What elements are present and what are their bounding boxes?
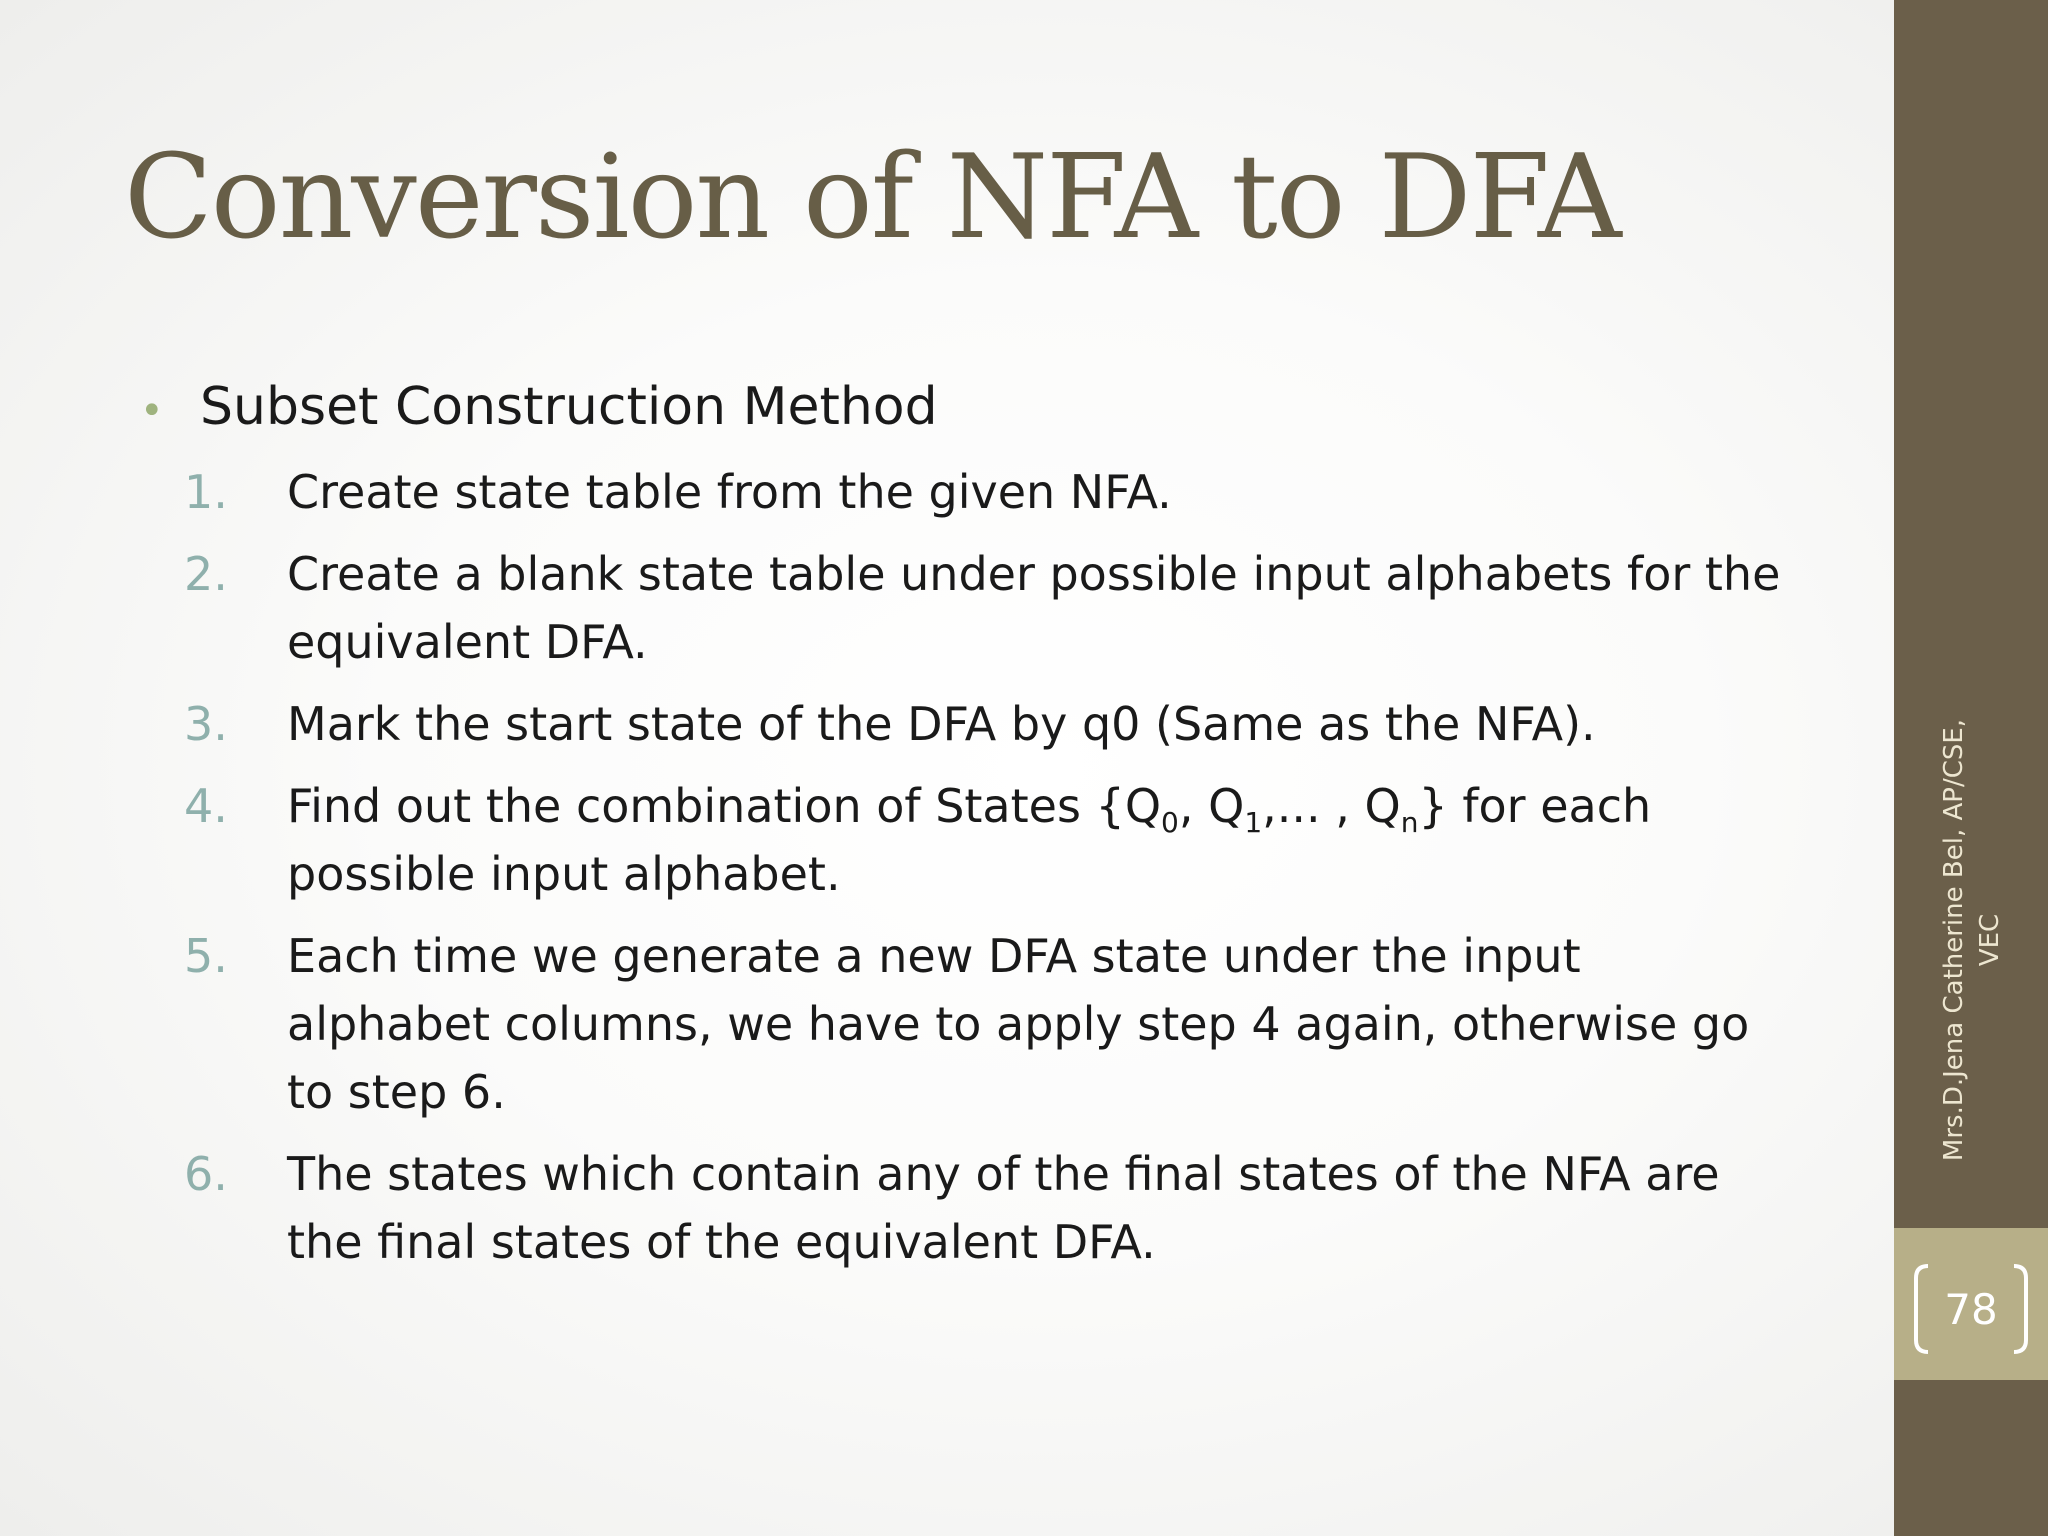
step-item [140, 922, 1790, 1126]
step-number: 3. [184, 697, 228, 751]
step-number: 5. [184, 929, 228, 983]
step-text-part: , Q [1178, 779, 1245, 833]
subscript-1: 1 [1244, 806, 1263, 840]
step-text: Mark the start state of the DFA by q0 (Same as the NFA). [287, 697, 1596, 751]
step-item [140, 1140, 1790, 1276]
step-number: 4. [184, 779, 228, 833]
bullet-text: Subset Construction Method [200, 377, 938, 437]
step-text: Create state table from the given NFA. [287, 465, 1172, 519]
step-text: Create a blank state table under possible input alphabets for the equivalent DFA. [287, 547, 1781, 669]
footer-text [1936, 700, 2008, 1180]
slide-content [140, 372, 1790, 1290]
footer-line-2: VEC [1975, 913, 2005, 967]
step-text-part: } for each possible input alphabet. [287, 779, 1652, 901]
step-text-part: Find out the combination of States {Q [287, 779, 1162, 833]
footer-line-1: Mrs.D.Jena Catherine Bel, AP/CSE, [1939, 718, 1969, 1162]
step-item [140, 772, 1790, 908]
step-number: 1. [184, 465, 228, 519]
footer-author [1922, 700, 2022, 1180]
slide-title: Conversion of NFA to DFA [124, 130, 1620, 265]
step-item [140, 690, 1790, 758]
step-number: 6. [184, 1147, 228, 1201]
step-text: Each time we generate a new DFA state under the input alphabet columns, we have to apply step 4 again, otherwise go to step 6. [287, 929, 1750, 1119]
page-number: 78 [1944, 1284, 1998, 1334]
subscript-0: 0 [1161, 806, 1179, 840]
steps-list [140, 458, 1790, 1276]
step-text-part: ,... , Q [1262, 779, 1401, 833]
step-number: 2. [184, 547, 228, 601]
step-text: The states which contain any of the final states of the NFA are the final states of the equivalent DFA. [287, 1147, 1720, 1269]
bullet-dot-icon: • [140, 388, 164, 434]
subscript-n: n [1400, 806, 1419, 840]
step-text [287, 772, 1790, 908]
step-item [140, 540, 1790, 676]
step-item [140, 458, 1790, 526]
bullet-item [140, 372, 1790, 446]
